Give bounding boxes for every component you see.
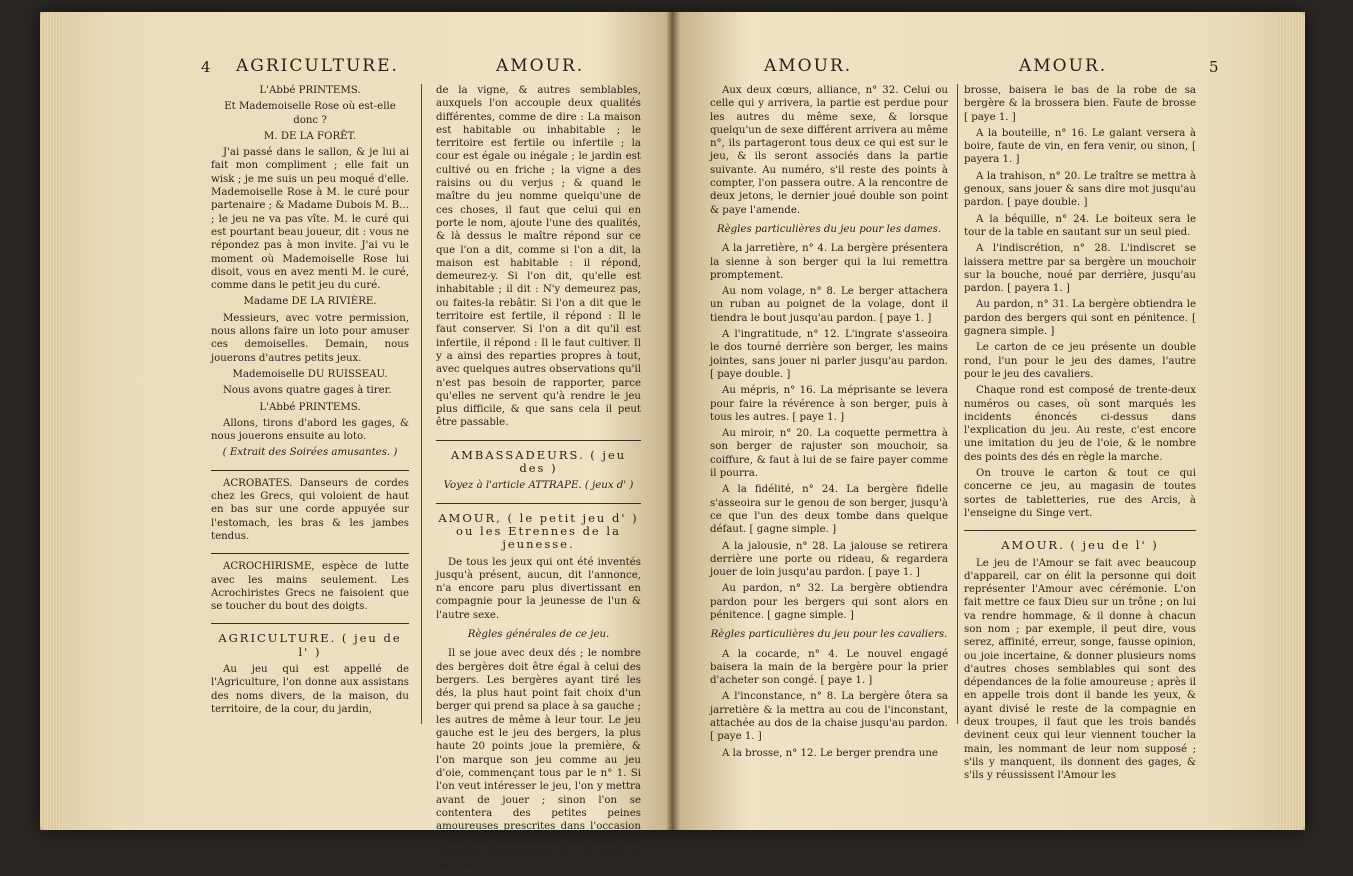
rule-paragraph: brosse, baisera le bas de la robe de sa bergère & la brossera bien. Faute de brosse [ paye 1. ] <box>964 85 1196 123</box>
page-number-left: 4 <box>201 58 211 76</box>
running-head-amour-right-1: AMOUR. <box>764 56 853 76</box>
page-number-right: 5 <box>1209 58 1219 76</box>
dialogue-paragraph: Madame DE LA RIVIÈRE. <box>243 296 377 308</box>
rule-paragraph: Règles particulières du jeu pour les cavaliers. <box>710 629 948 641</box>
agriculture-title: AGRICULTURE. ( jeu de l' ) <box>218 631 402 659</box>
dialogue-paragraph: M. DE LA FORÊT. <box>263 130 357 142</box>
dialogue-paragraph: ( Extrait des Soirées amusantes. ) <box>222 447 398 459</box>
dialogue-paragraph: J'ai passé dans le sallon, & je lui ai fait mon compliment ; elle fait un wisk ; je me suis un peu moqué d'elle. Mademoiselle Rose à M. le curé pour partenaire ; & Madame Dubois M. B... ; le jeu ne va pas vîte. M. le curé qui est pourtant beau joueur, dit : vous ne répondez pas à mon invite. J'ai vu le moment où Mademoiselle Rose lui disoit, vous en avez menti M. le curé, comme dans le petit jeu du curé. <box>211 147 409 292</box>
ambassadeurs-text: Voyez à l'article ATTRAPE. ( jeux d' ) <box>443 480 634 492</box>
rule-paragraph: Le carton de ce jeu présente un double rond, l'un pour le jeu des dames, l'autre pour le jeu des cavaliers. <box>964 342 1196 380</box>
running-head-amour-right-2: AMOUR. <box>1019 56 1108 76</box>
column-divider-left <box>421 84 422 724</box>
dialogue-paragraph: Mademoiselle DU RUISSEAU. <box>232 368 388 380</box>
right-page-column-2 <box>964 84 1196 786</box>
acrobates-entry: ACROBATES. Danseurs de cordes chez les Grecs, qui voloient de haut en bas sur une corde appuyée sur l'estomach, les bras & les jambes tendus. <box>211 477 409 542</box>
left-page-column-2 <box>436 84 641 876</box>
open-book-spread <box>40 12 1305 873</box>
right-page <box>674 12 1279 830</box>
ambassadeurs-title: AMBASSADEURS. ( jeu des ) <box>450 447 627 476</box>
dialogue-paragraph: Et Mademoiselle Rose où est-elle donc ? <box>224 101 396 126</box>
agriculture-text: Au jeu qui est appellé de l'Agriculture, l'on donne aux assistans des noms divers, de la maison, du territoire, de la cour, du jardin, <box>211 663 409 715</box>
regles-generales-text: Il se joue avec deux dés ; le nombre des bergères doit être égal à celui des bergers. Les bergères ayant tiré les dés, la plus haut point fait choix d'un berger qui prend sa place à sa gauche ; les autres de même à leur tour. Le jeu gauche est le jeu des bergers, la plus haute 20 points joue la première, & l'on marque son jeu comme au jeu d'oie, commençant tous par le n° 1. Si l'on veut intéresser le jeu, l'on y mettra avant de jouer ; sinon l'on se contentera des petites peines amoureuses prescrites dans l'occasion ; & l'on conviendra du prix des amendes pécuniaires, si l'on veut en imposer. <box>436 648 641 873</box>
rule-paragraph: A la brosse, n° 12. Le berger prendra une <box>722 747 938 759</box>
agriculture-continued: de la vigne, & autres semblables, auxquels l'on accouple deux qualités différentes, comme de dire : La maison est habitable ou inhabitable ; le territoire est fertile ou infertile ; la cour est égale ou inégale ; le jardin est cultivé ou en friche ; la vigne a des raisins ou du verjus ; & quand le maître du jeu nomme quelqu'une de ces choses, il faut que celui qui en porte le nom, ajoute l'une des qualités, & là dessus le maître répond sur ce que l'on a dit, comme si l'on a dit, la maison est habitable : il répond, demeurez-y. Si l'on dit, qu'elle est inhabitable ; il dit : N'y demeurez pas, ou faites-la rebâtir. Si l'on a dit que le territoire est fertile, il répond : Il le faut conserver. Si l'on a dit qu'il est infertile, il répond : Il le faut cultiver. Il y a ainsi des reparties propres à tout, avec quelques autres observations qu'il n'est pas besoin de rapporter, parce qu'elles ne servent qu'à rendre le jeu plus difficile, & que sans cela il peut être passable. <box>436 85 641 429</box>
amour-jeu-title: AMOUR. ( jeu de l' ) <box>1001 538 1159 553</box>
rule-paragraph: A la trahison, n° 20. Le traître se mettra à genoux, sans jouer & sans dire mot jusqu'au pardon. [ paye double. ] <box>964 170 1196 209</box>
amour-intro: De tous les jeux qui ont été inventés jusqu'à présent, aucun, dit l'annonce, n'a encore paru plus divertissant en compagnie pour la jeunesse de l'un & l'autre sexe. <box>436 556 641 621</box>
rule-paragraph: Règles particulières du jeu pour les dames. <box>716 223 942 235</box>
rule-paragraph: On trouve le carton & tout ce qui concerne ce jeu, au magasin de toutes sortes de tabletteries, rue des Arcis, à l'enseigne du Singe vert. <box>964 468 1196 519</box>
rule-paragraph: Au pardon, n° 32. La bergère obtiendra pardon pour les bergers qui sont alors en pénitence. [ gagne simple. ] <box>710 583 948 621</box>
dialogue-paragraph: Allons, tirons d'abord les gages, & nous jouerons ensuite au loto. <box>211 417 409 443</box>
rule-paragraph: Au pardon, n° 31. La bergère obtiendra le pardon des bergers qui sont en pénitence. [ gagnera simple. ] <box>964 299 1196 338</box>
rule-paragraph: A la béquille, n° 24. Le boiteux sera le tour de la table en sautant sur un seul pied. <box>964 213 1196 238</box>
rule-paragraph: Au mépris, n° 16. La méprisante se levera pour faire la révérence à son berger, puis à tous les autres. [ paye 1. ] <box>710 385 948 423</box>
dialogue-paragraph: Nous avons quatre gages à tirer. <box>223 385 392 397</box>
page-edges-left <box>40 12 66 830</box>
rule-paragraph: A la jarretière, n° 4. La bergère présentera la sienne à son berger qui la lui remettra promptement. <box>710 243 948 281</box>
dialogue-paragraph: L'Abbé PRINTEMS. <box>259 401 361 413</box>
acrochirisme-entry: ACROCHIRISME, espèce de lutte avec les mains seulement. Les Acrochiristes Grecs ne faisoient que se toucher du bout des doigts. <box>211 561 409 613</box>
rule-paragraph: Aux deux cœurs, alliance, n° 32. Celui ou celle qui y arrivera, la partie est perdue pour les autres du même sexe, & lorsque quelqu'un de sexe différent arrivera au même n°, ils partageront tous deux ce qui est sur le jeu, & ils seront associés dans la partie suivante. Au numéro, s'il reste des points à compter, l'on passera outre. A la rencontre de deux jetons, le dernier joué double son point & paye l'amende. <box>710 85 948 216</box>
amour-jeu-text: Le jeu de l'Amour se fait avec beaucoup d'appareil, car on élit la personne qui doit représenter l'Amour avec cérémonie. L'on fait mettre ce faux Dieu sur un trône ; on lui va rendre hommage, & il donne à chacun son nom ; par exemple, il peut dire, vous serez, affinité, erreur, songe, fausse opinion, ou joie incertaine, & donner plusieurs noms d'autres choses semblables qui sont des dépendances de la folie amoureuse ; après il en appelle trois dont il bande les yeux, & ayant divisé le reste de la compagnie en deux troupes, il faut que les trois bandés devinent ceux qui leur viennent toucher la main, les nommant de leur nom supposé ; s'ils y manquent, ils donnent des gages, & s'ils y réussissent l'Amour les <box>964 557 1196 782</box>
rule-paragraph: Au nom volage, n° 8. Le berger attachera un ruban au poignet de la volage, dont il tiendra le bout jusqu'au pardon. [ paye 1. ] <box>710 286 948 324</box>
regles-generales-heading: Règles générales de ce jeu. <box>467 628 610 640</box>
amour-title: AMOUR, ( le petit jeu d' ) ou les Etrennes de la jeunesse. <box>438 510 639 552</box>
running-head-agriculture: AGRICULTURE. <box>236 56 399 76</box>
rule-paragraph: A l'indiscrétion, n° 28. L'indiscret se laissera mettre par sa bergère un mouchoir sur la bouche, noué par derrière, jusqu'au pardon. [ payera 1. ] <box>964 243 1196 295</box>
rule-paragraph: A la fidélité, n° 24. La bergère fidelle s'asseoira sur le genou de son berger, jusqu'à ce que l'un des deux tombe dans quelque défaut. [ gagne simple. ] <box>710 484 948 536</box>
running-head-amour-left: AMOUR. <box>496 56 585 76</box>
rule-paragraph: A l'inconstance, n° 8. La bergère ôtera sa jarretière & la mettra au cou de l'inconstant, attachée au dos de la chaise jusqu'au pardon. [ paye 1. ] <box>710 691 948 743</box>
page-edges-right <box>1279 12 1305 830</box>
column-divider-right <box>957 84 958 724</box>
rule-paragraph: A la cocarde, n° 4. Le nouvel engagé baisera la main de la bergère pour la prier d'acheter son congé. [ paye 1. ] <box>710 648 948 687</box>
left-page-column-1 <box>211 84 409 719</box>
rule-paragraph: Au miroir, n° 20. La coquette permettra à son berger de rajuster son mouchoir, sa coiffure, & faut à lui de se faire payer comme il pourra. <box>710 428 948 480</box>
dialogue-paragraph: Messieurs, avec votre permission, nous allons faire un loto pour amuser ces demoiselles. Demain, nous jouerons d'autres petits jeux. <box>211 312 409 364</box>
dialogue-paragraph: L'Abbé PRINTEMS. <box>259 85 361 96</box>
rule-paragraph: A la bouteille, n° 16. Le galant versera à boire, faute de vin, en fera venir, ou sinon, [ payera 1. ] <box>964 127 1196 166</box>
rule-paragraph: Chaque rond est composé de trente-deux numéros ou cases, où sont marqués les incidents énoncés ci-dessus dans l'explication du jeu. Au reste, c'est encore une imitation du jeu de l'oie, & le nombre des points des dés en règle la marche. <box>964 385 1196 463</box>
rule-paragraph: A l'ingratitude, n° 12. L'ingrate s'asseoira le dos tourné derrière son berger, les mains jointes, sans jouer ni parler jusqu'au pardon. [ paye double. ] <box>710 329 948 380</box>
right-page-column-1 <box>710 84 948 763</box>
rule-paragraph: A la jalousie, n° 28. La jalouse se retirera derrière une porte ou rideau, & regardera jouer de loin jusqu'au pardon. [ paye 1. ] <box>710 540 948 579</box>
left-page <box>66 12 672 873</box>
